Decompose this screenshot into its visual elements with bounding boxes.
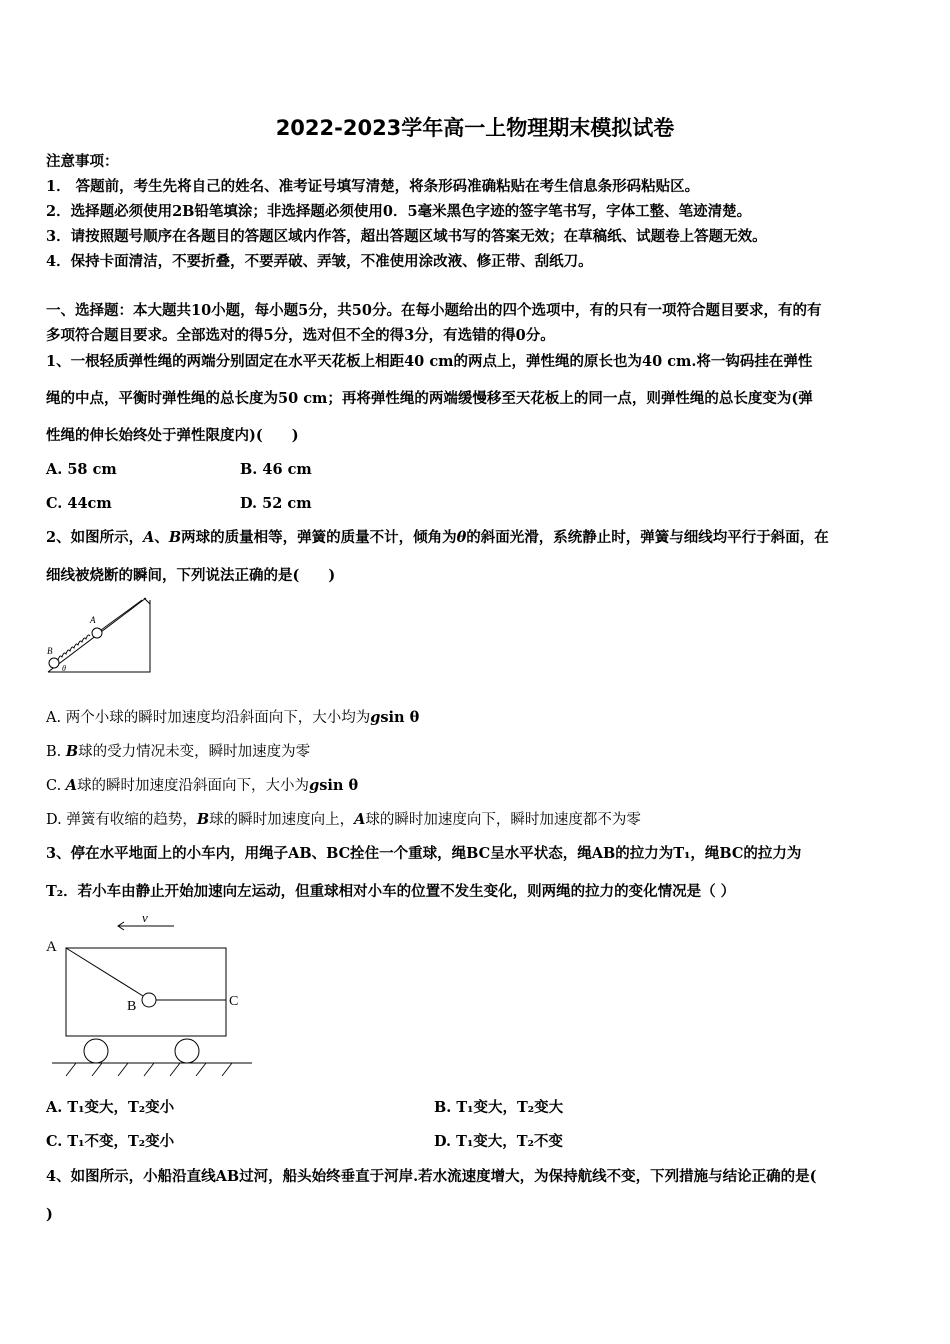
q3-option-a: A. T₁变大，T₂变小 [46, 1099, 175, 1116]
q2-line-1: 2、如图所示，A、B两球的质量相等，弹簧的质量不计，倾角为θ的斜面光滑，系统静止时，弹簧与细线均平行于斜面，在 [46, 529, 829, 546]
page-title: 2022-2023学年高一上物理期末模拟试卷 [275, 116, 675, 140]
q3-option-d: D. T₁变大，T₂不变 [434, 1133, 563, 1150]
q3-option-c: C. T₁不变，T₂变小 [46, 1133, 175, 1150]
q1-option-d: D. 52 cm [240, 495, 312, 512]
q3-line-2: T₂．若小车由静止开始加速向左运动，但重球相对小车的位置不发生变化，则两绳的拉力的变化情况是（ ） [46, 883, 736, 900]
q3-cart-figure [42, 906, 262, 1082]
q2-figure-label-a: A [90, 615, 96, 625]
q1-option-c: C. 44cm [46, 495, 112, 512]
q2-figure-label-theta: θ [62, 664, 66, 673]
section-heading-line-2: 多项符合题目要求。全部选对的得5分，选对但不全的得3分，有选错的得0分。 [46, 327, 555, 344]
notes-item-3: 3．请按照题号顺序在各题目的答题区域内作答，超出答题区域书写的答案无效；在草稿纸、试题卷上答题无效。 [46, 228, 767, 245]
q2-incline-figure [42, 594, 154, 676]
q3-figure-label-b: B [127, 999, 137, 1014]
q3-figure-label-a: A [46, 939, 57, 955]
section-heading-line-1: 一、选择题：本大题共10小题，每小题5分，共50分。在每小题给出的四个选项中，有的只有一项符合题目要求，有的有 [46, 302, 822, 319]
q2-option-d: D. 弹簧有收缩的趋势，B球的瞬时加速度向上，A球的瞬时加速度向下，瞬时加速度都不为零 [46, 811, 641, 828]
q2-line-2: 细线被烧断的瞬间，下列说法正确的是( ) [46, 567, 336, 584]
q1-line-3: 性绳的伸长始终处于弹性限度内)( ) [46, 427, 299, 444]
q1-line-2: 绳的中点，平衡时弹性绳的总长度为50 cm；再将弹性绳的两端缓慢移至天花板上的同一点，则弹性绳的总长度变为(弹 [46, 390, 813, 407]
notes-item-2: 2．选择题必须使用2B铅笔填涂；非选择题必须使用0．5毫米黑色字迹的签字笔书写，字体工整、笔迹清楚。 [46, 203, 752, 220]
q3-figure-label-v: v [142, 910, 148, 925]
notes-heading: 注意事项： [46, 153, 119, 170]
q4-line-1: 4、如图所示，小船沿直线AB过河，船头始终垂直于河岸.若水流速度增大，为保持航线不变，下列措施与结论正确的是( [46, 1168, 817, 1185]
q2-option-c: C. A球的瞬时加速度沿斜面向下，大小为gsin θ [46, 777, 359, 794]
q4-line-2: ) [46, 1206, 53, 1223]
q3-figure-label-c: C [229, 994, 239, 1009]
q2-figure-label-b: B [47, 646, 53, 656]
q2-option-b: B. B球的受力情况未变，瞬时加速度为零 [46, 743, 311, 760]
q3-line-1: 3、停在水平地面上的小车内，用绳子AB、BC拴住一个重球，绳BC呈水平状态，绳AB的拉力为T₁，绳BC的拉力为 [46, 845, 802, 862]
q3-option-b: B. T₁变大，T₂变大 [434, 1099, 564, 1116]
q1-line-1: 1、一根轻质弹性绳的两端分别固定在水平天花板上相距40 cm的两点上，弹性绳的原长也为40 cm.将一钩码挂在弹性 [46, 353, 813, 370]
notes-item-1: 1． 答题前，考生先将自己的姓名、准考证号填写清楚，将条形码准确粘贴在考生信息条形码粘贴区。 [46, 178, 700, 195]
q2-option-a: A. 两个小球的瞬时加速度均沿斜面向下，大小均为gsin θ [46, 709, 420, 726]
q1-option-a: A. 58 cm [46, 461, 117, 478]
notes-item-4: 4．保持卡面清洁，不要折叠，不要弄破、弄皱，不准使用涂改液、修正带、刮纸刀。 [46, 253, 593, 270]
q1-option-b: B. 46 cm [240, 461, 312, 478]
